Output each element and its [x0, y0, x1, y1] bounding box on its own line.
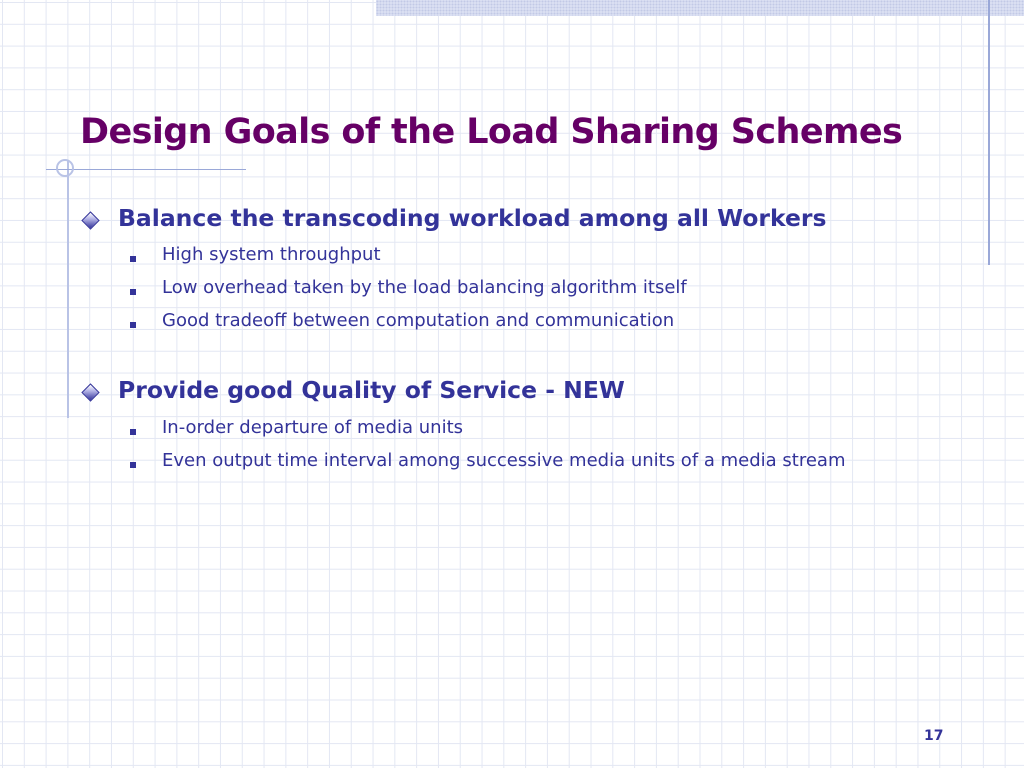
- right-decorative-line: [988, 0, 990, 265]
- bullet-item: In-order departure of media units: [162, 417, 463, 438]
- diamond-bullet-icon: [81, 211, 99, 229]
- bullet-heading-balance: Balance the transcoding workload among all Workers: [118, 204, 827, 232]
- square-bullet-icon: [130, 429, 136, 435]
- title-underline-decoration: [46, 169, 246, 170]
- slide-title: Design Goals of the Load Sharing Schemes: [80, 112, 903, 152]
- bullet-item: High system throughput: [162, 244, 381, 265]
- bullet-heading-qos: Provide good Quality of Service - NEW: [118, 376, 625, 404]
- square-bullet-icon: [130, 462, 136, 468]
- square-bullet-icon: [130, 322, 136, 328]
- diamond-bullet-icon: [81, 383, 99, 401]
- square-bullet-icon: [130, 289, 136, 295]
- bullet-item: Good tradeoff between computation and communication: [162, 310, 675, 331]
- bullet-item: Even output time interval among successive media units of a media stream: [162, 450, 846, 471]
- bullet-item: Low overhead taken by the load balancing algorithm itself: [162, 277, 687, 298]
- page-number: 17: [924, 728, 944, 744]
- crosshair-circle-decoration: [56, 159, 74, 177]
- left-decorative-line: [67, 160, 69, 418]
- top-decorative-band: [376, 0, 1024, 16]
- square-bullet-icon: [130, 256, 136, 262]
